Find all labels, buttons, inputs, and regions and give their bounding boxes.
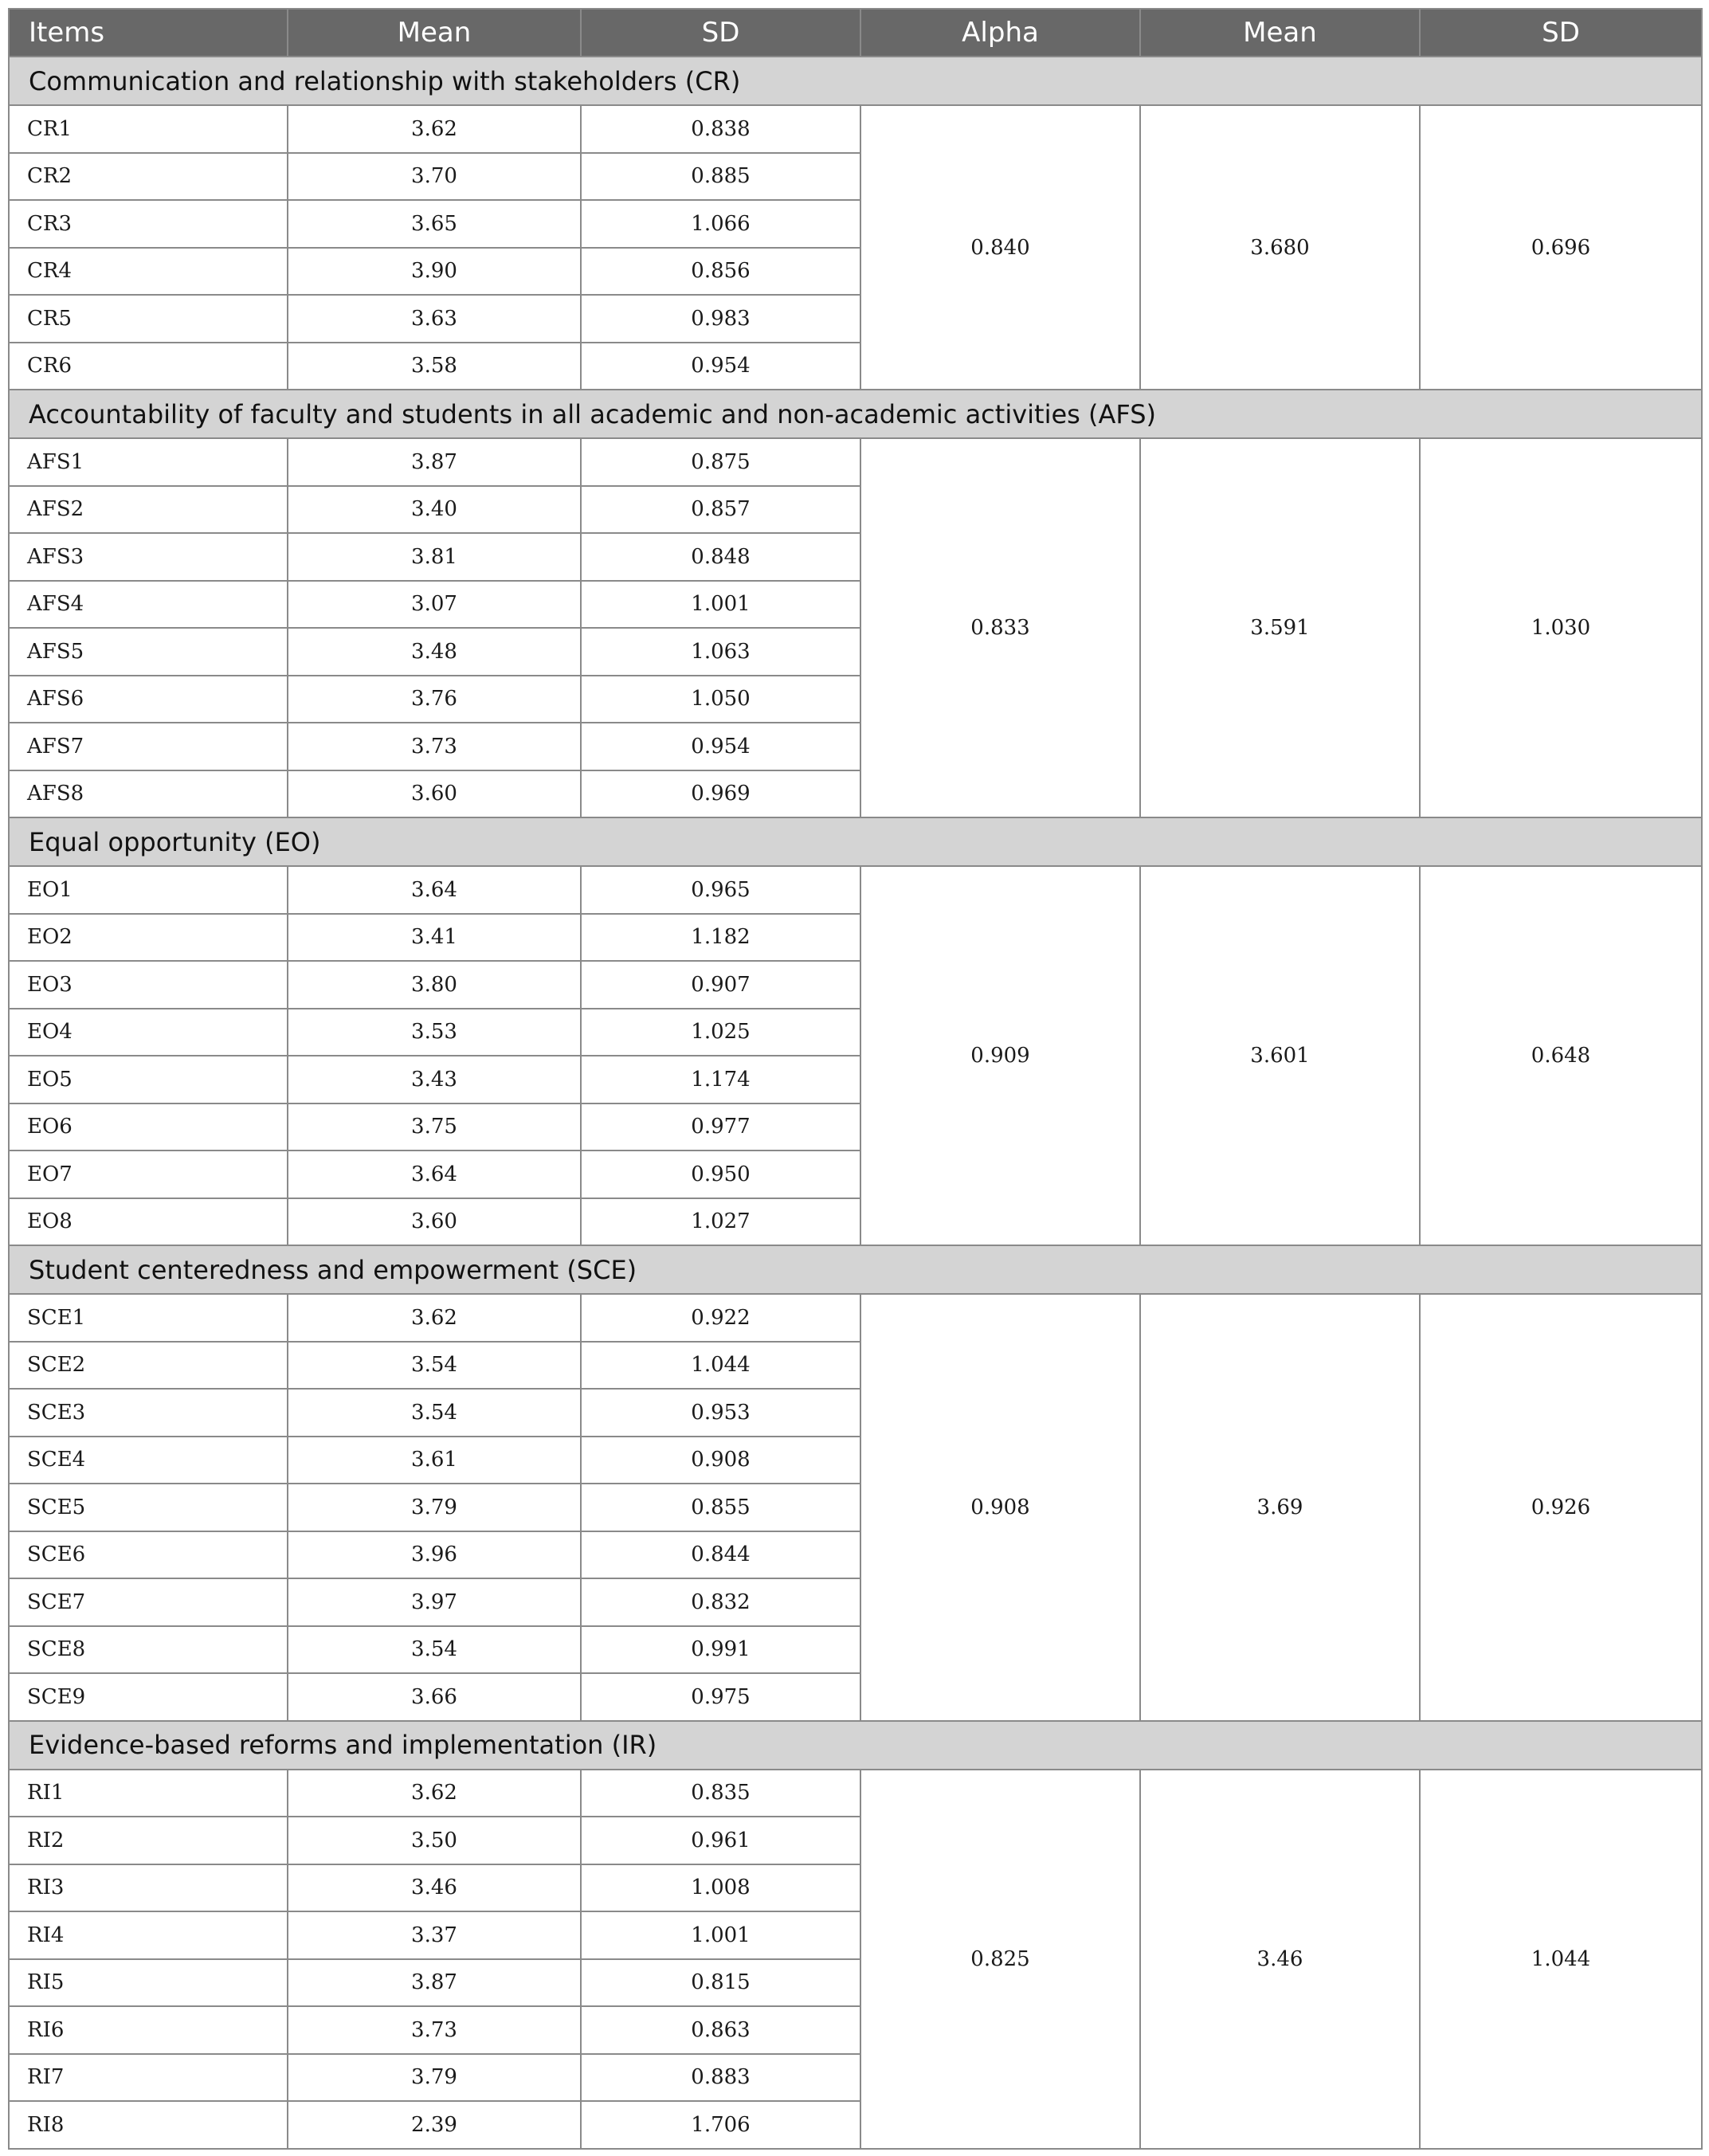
item-sd: 0.907	[581, 961, 860, 1009]
item-sd: 0.838	[581, 105, 860, 153]
item-sd: 1.063	[581, 628, 860, 676]
item-sd: 1.001	[581, 1911, 860, 1959]
item-mean: 3.65	[288, 200, 581, 248]
item-name: SCE6	[9, 1531, 288, 1579]
item-sd: 0.969	[581, 770, 860, 818]
item-name: CR4	[9, 248, 288, 296]
construct-sd: 1.044	[1420, 1770, 1702, 2149]
item-name: AFS5	[9, 628, 288, 676]
item-mean: 3.80	[288, 961, 581, 1009]
item-sd: 0.844	[581, 1531, 860, 1579]
item-mean: 3.66	[288, 1673, 581, 1721]
group-row	[9, 1721, 1702, 1770]
construct-alpha: 0.908	[860, 1294, 1140, 1721]
table-row	[9, 1770, 1702, 1817]
item-mean: 3.54	[288, 1389, 581, 1437]
item-mean: 3.96	[288, 1531, 581, 1579]
group-title: Communication and relationship with stakeholders (CR)	[9, 57, 1702, 105]
item-name: CR3	[9, 200, 288, 248]
construct-sd: 1.030	[1420, 438, 1702, 817]
group-row	[9, 57, 1702, 105]
construct-sd: 0.648	[1420, 866, 1702, 1245]
item-sd: 0.835	[581, 1770, 860, 1817]
item-name: RI3	[9, 1864, 288, 1912]
item-name: SCE5	[9, 1484, 288, 1531]
item-mean: 3.90	[288, 248, 581, 296]
item-sd: 0.953	[581, 1389, 860, 1437]
group-row	[9, 817, 1702, 866]
header-items: Items	[9, 9, 288, 57]
reliability-table-page	[8, 8, 1701, 2150]
item-sd: 1.706	[581, 2101, 860, 2149]
item-name: EO4	[9, 1009, 288, 1056]
item-mean: 3.50	[288, 1817, 581, 1864]
item-sd: 1.066	[581, 200, 860, 248]
item-name: RI6	[9, 2006, 288, 2054]
item-sd: 0.950	[581, 1151, 860, 1198]
item-mean: 3.41	[288, 914, 581, 962]
item-sd: 1.050	[581, 676, 860, 723]
item-mean: 3.63	[288, 295, 581, 343]
construct-mean: 3.46	[1140, 1770, 1420, 2149]
item-mean: 3.40	[288, 486, 581, 534]
construct-sd: 0.926	[1420, 1294, 1702, 1721]
item-sd: 0.856	[581, 248, 860, 296]
item-name: AFS7	[9, 723, 288, 770]
item-sd: 0.954	[581, 343, 860, 390]
item-sd: 0.977	[581, 1103, 860, 1151]
item-mean: 3.48	[288, 628, 581, 676]
item-sd: 1.044	[581, 1342, 860, 1390]
construct-mean: 3.591	[1140, 438, 1420, 817]
construct-alpha: 0.833	[860, 438, 1140, 817]
item-name: AFS8	[9, 770, 288, 818]
table-body	[9, 57, 1702, 2149]
item-name: SCE9	[9, 1673, 288, 1721]
item-sd: 0.908	[581, 1437, 860, 1484]
construct-sd: 0.696	[1420, 105, 1702, 390]
item-mean: 3.43	[288, 1056, 581, 1103]
item-sd: 1.182	[581, 914, 860, 962]
item-name: CR1	[9, 105, 288, 153]
item-mean: 3.73	[288, 723, 581, 770]
table-row	[9, 866, 1702, 914]
table-row	[9, 438, 1702, 486]
table-row	[9, 1294, 1702, 1342]
item-name: SCE1	[9, 1294, 288, 1342]
item-sd: 1.001	[581, 581, 860, 629]
group-title: Evidence-based reforms and implementation (IR)	[9, 1721, 1702, 1770]
item-mean: 3.37	[288, 1911, 581, 1959]
item-name: RI5	[9, 1959, 288, 2007]
item-name: EO5	[9, 1056, 288, 1103]
item-mean: 3.75	[288, 1103, 581, 1151]
item-name: AFS3	[9, 533, 288, 581]
item-name: CR6	[9, 343, 288, 390]
reliability-table	[8, 8, 1703, 2150]
construct-mean: 3.680	[1140, 105, 1420, 390]
item-name: CR5	[9, 295, 288, 343]
item-name: SCE4	[9, 1437, 288, 1484]
item-mean: 3.62	[288, 1294, 581, 1342]
item-name: CR2	[9, 153, 288, 201]
item-mean: 3.97	[288, 1578, 581, 1626]
item-sd: 0.883	[581, 2054, 860, 2102]
item-name: SCE7	[9, 1578, 288, 1626]
item-name: AFS2	[9, 486, 288, 534]
item-mean: 3.79	[288, 1484, 581, 1531]
item-sd: 0.991	[581, 1626, 860, 1674]
item-mean: 3.07	[288, 581, 581, 629]
item-mean: 3.58	[288, 343, 581, 390]
header-mean: Mean	[288, 9, 581, 57]
item-name: EO3	[9, 961, 288, 1009]
construct-mean: 3.601	[1140, 866, 1420, 1245]
item-sd: 0.961	[581, 1817, 860, 1864]
item-name: EO1	[9, 866, 288, 914]
item-sd: 1.025	[581, 1009, 860, 1056]
header-alpha: Alpha	[860, 9, 1140, 57]
item-name: EO8	[9, 1198, 288, 1246]
group-row	[9, 1245, 1702, 1294]
item-name: RI4	[9, 1911, 288, 1959]
table-header	[9, 9, 1702, 57]
item-sd: 1.008	[581, 1864, 860, 1912]
item-mean: 3.76	[288, 676, 581, 723]
construct-alpha: 0.840	[860, 105, 1140, 390]
item-sd: 0.965	[581, 866, 860, 914]
item-mean: 3.62	[288, 105, 581, 153]
construct-alpha: 0.825	[860, 1770, 1140, 2149]
item-mean: 3.81	[288, 533, 581, 581]
item-sd: 0.848	[581, 533, 860, 581]
item-mean: 3.53	[288, 1009, 581, 1056]
item-mean: 3.87	[288, 1959, 581, 2007]
item-sd: 0.975	[581, 1673, 860, 1721]
item-mean: 3.62	[288, 1770, 581, 1817]
item-mean: 3.70	[288, 153, 581, 201]
item-mean: 3.54	[288, 1342, 581, 1390]
item-mean: 2.39	[288, 2101, 581, 2149]
item-name: SCE3	[9, 1389, 288, 1437]
item-name: AFS4	[9, 581, 288, 629]
header-row	[9, 9, 1702, 57]
item-sd: 0.983	[581, 295, 860, 343]
item-sd: 1.027	[581, 1198, 860, 1246]
item-name: EO7	[9, 1151, 288, 1198]
item-name: AFS6	[9, 676, 288, 723]
item-mean: 3.87	[288, 438, 581, 486]
group-row	[9, 390, 1702, 438]
item-sd: 0.922	[581, 1294, 860, 1342]
item-name: EO6	[9, 1103, 288, 1151]
item-mean: 3.46	[288, 1864, 581, 1912]
item-mean: 3.61	[288, 1437, 581, 1484]
item-sd: 0.857	[581, 486, 860, 534]
group-title: Student centeredness and empowerment (SCE)	[9, 1245, 1702, 1294]
item-name: RI8	[9, 2101, 288, 2149]
item-sd: 0.885	[581, 153, 860, 201]
item-mean: 3.64	[288, 866, 581, 914]
item-name: RI1	[9, 1770, 288, 1817]
item-mean: 3.73	[288, 2006, 581, 2054]
item-sd: 0.875	[581, 438, 860, 486]
header-construct-sd: SD	[1420, 9, 1702, 57]
item-sd: 0.815	[581, 1959, 860, 2007]
item-name: SCE8	[9, 1626, 288, 1674]
item-name: SCE2	[9, 1342, 288, 1390]
construct-mean: 3.69	[1140, 1294, 1420, 1721]
item-name: AFS1	[9, 438, 288, 486]
construct-alpha: 0.909	[860, 866, 1140, 1245]
header-construct-mean: Mean	[1140, 9, 1420, 57]
item-sd: 0.832	[581, 1578, 860, 1626]
header-sd: SD	[581, 9, 860, 57]
item-name: RI7	[9, 2054, 288, 2102]
item-mean: 3.60	[288, 770, 581, 818]
item-name: RI2	[9, 1817, 288, 1864]
item-sd: 0.954	[581, 723, 860, 770]
item-sd: 0.863	[581, 2006, 860, 2054]
item-sd: 0.855	[581, 1484, 860, 1531]
item-sd: 1.174	[581, 1056, 860, 1103]
item-name: EO2	[9, 914, 288, 962]
item-mean: 3.54	[288, 1626, 581, 1674]
group-title: Equal opportunity (EO)	[9, 817, 1702, 866]
table-row	[9, 105, 1702, 153]
group-title: Accountability of faculty and students in all academic and non-academic activities (AFS)	[9, 390, 1702, 438]
item-mean: 3.64	[288, 1151, 581, 1198]
item-mean: 3.60	[288, 1198, 581, 1246]
item-mean: 3.79	[288, 2054, 581, 2102]
